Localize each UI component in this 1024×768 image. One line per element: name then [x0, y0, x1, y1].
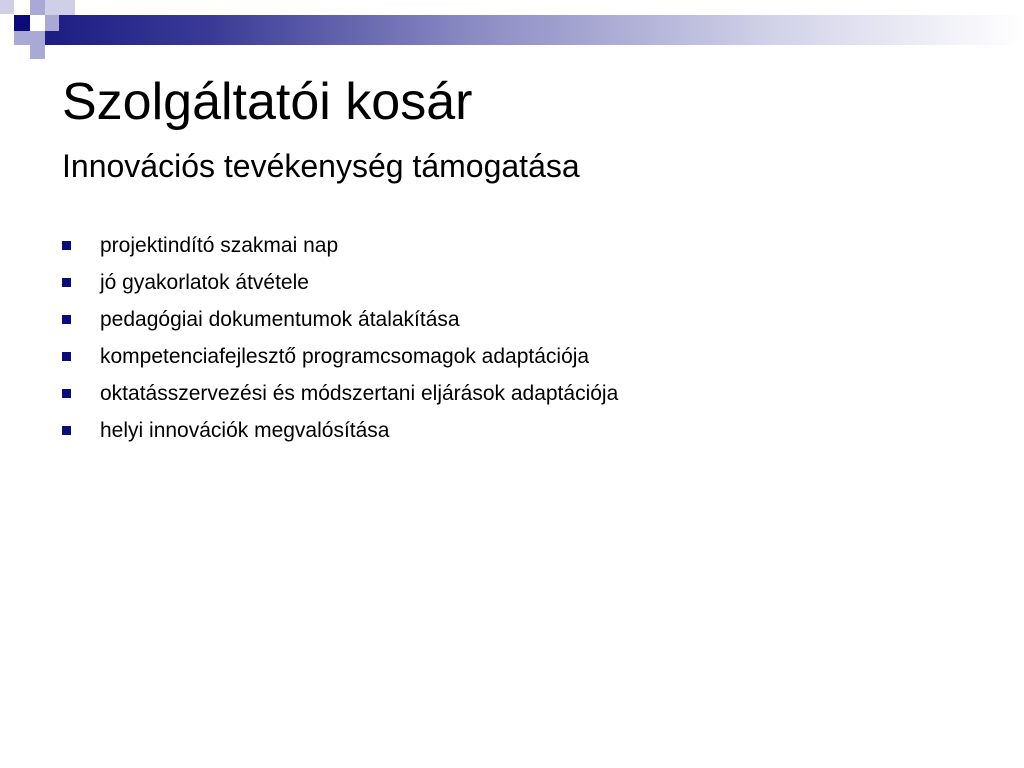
square-bullet-icon — [62, 426, 71, 435]
bullet-item — [62, 227, 618, 264]
bullet-item — [62, 301, 618, 338]
square-bullet-icon — [62, 278, 71, 287]
square-bullet-icon — [62, 352, 71, 361]
bullet-item — [62, 338, 618, 375]
square-bullet-icon — [62, 315, 71, 324]
header-gradient-bar — [30, 15, 1024, 45]
bullet-text: pedagógiai dokumentumok átalakítása — [100, 307, 460, 331]
bullet-item — [62, 375, 618, 412]
bullet-text: jó gyakorlatok átvétele — [100, 270, 309, 294]
square-bullet-icon — [62, 389, 71, 398]
bullet-list — [62, 227, 618, 449]
bullet-item — [62, 264, 618, 301]
bullet-text: helyi innovációk megvalósítása — [100, 418, 390, 442]
bullet-item — [62, 412, 618, 449]
bullet-text: oktatásszervezési és módszertani eljárások adaptációja — [100, 381, 619, 405]
square-bullet-icon — [62, 241, 71, 250]
slide-title: Szolgáltatói kosár — [62, 73, 473, 131]
slide-subtitle: Innovációs tevékenység támogatása — [62, 148, 580, 184]
bullet-text: kompetenciafejlesztő programcsomagok adaptációja — [100, 344, 590, 368]
bullet-text: projektindító szakmai nap — [100, 233, 339, 257]
